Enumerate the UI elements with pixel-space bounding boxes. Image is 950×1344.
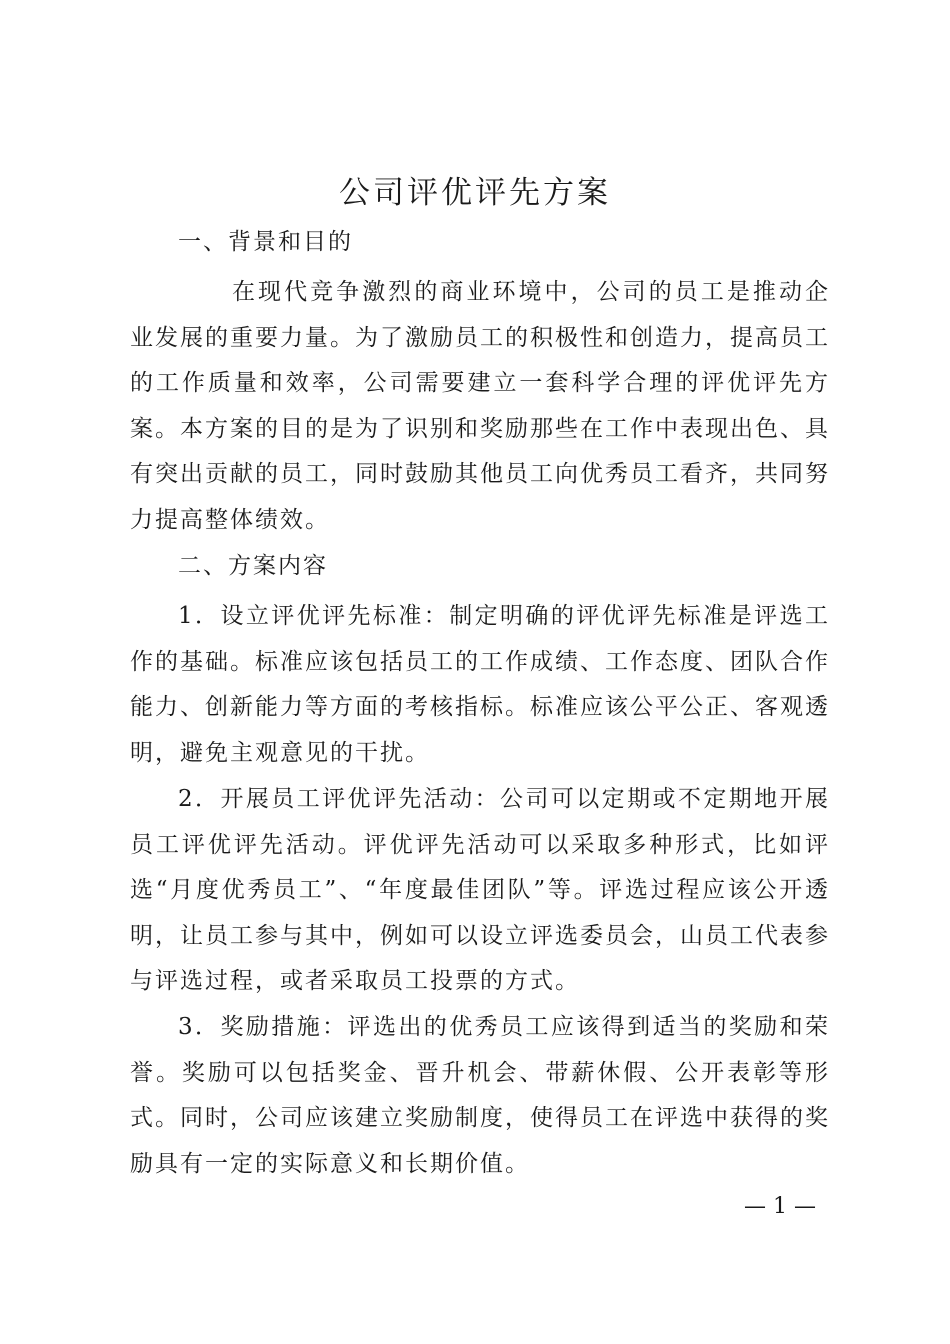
paragraph-background: 在现代竞争激烈的商业环境中，公司的员工是推动企业发展的重要力量。为了激励员工的积极性和创造力，提高员工的工作质量和效率，公司需要建立一套科学合理的评优评先方案。本方案的目的是为了识别和奖励那些在工作中表现出色、具有突出贡献的员工，同时鼓励其他员工向优秀员工看齐，共同努力提高整体绩效。 [130, 279, 830, 533]
section-heading-background: 一、背景和目的 [178, 229, 353, 255]
section-heading-content: 二、方案内容 [178, 553, 328, 579]
document-title: 公司评优评先方案 [339, 175, 611, 211]
paragraph-standards: 1．设立评优评先标准：制定明确的评优评先标准是评选工作的基础。标准应该包括员工的工作成绩、工作态度、团队合作能力、创新能力等方面的考核指标。标准应该公平公正、客观透明，避免主观意见的干扰。 [130, 603, 830, 766]
paragraph-rewards: 3．奖励措施：评选出的优秀员工应该得到适当的奖励和荣誉。奖励可以包括奖金、晋升机会、带薪休假、公开表彰等形式。同时，公司应该建立奖励制度，使得员工在评选中获得的奖励具有一定的实际意义和长期价值。 [130, 1014, 830, 1177]
page-number: — 1 — [744, 1194, 816, 1219]
paragraph-activities: 2．开展员工评优评先活动：公司可以定期或不定期地开展员工评优评先活动。评优评先活动可以采取多种形式，比如评选“月度优秀员工”、“年度最佳团队”等。评选过程应该公开透明，让员工参与其中，例如可以设立评选委员会，山员工代表参与评选过程，或者采取员工投票的方式。 [130, 786, 830, 995]
